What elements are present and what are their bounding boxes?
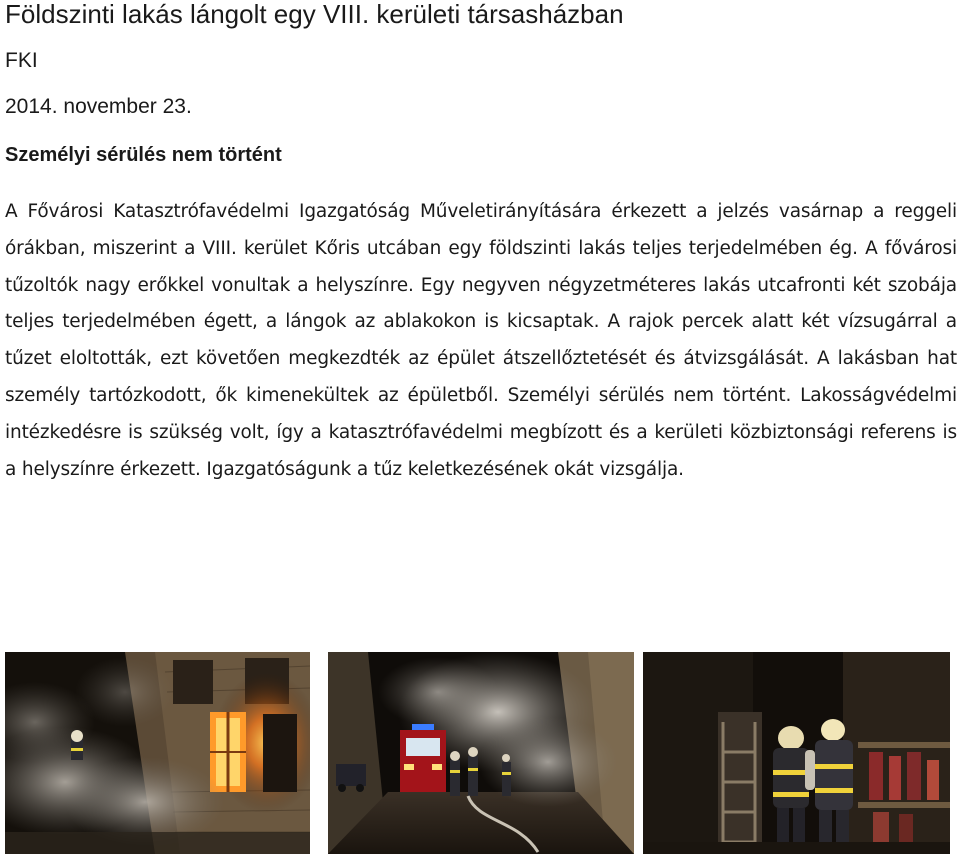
photo-burning-building[interactable] (5, 652, 310, 854)
photo-fire-trucks[interactable] (328, 652, 634, 854)
photo-firefighters-interior[interactable] (643, 652, 950, 854)
article-body: A Fővárosi Katasztrófavédelmi Igazgatóság Műveletirányítására érkezett a jelzés vasárnap a reggeli órákban, miszerint a VIII. kerület Kőris utcában egy földszinti lakás teljes terjedelmében ég. A fővárosi tűzoltók nagy erőkkel vonultak a helyszínre. Egy negyven négyzetméteres lakás utcafronti két szobája teljes terjedelmében égett, a lángok az ablakokon is kicsaptak. A rajok percek alatt két vízsugárral a tűzet eloltották, ezt követően megkezdték az épület átszellőztetését és átvizsgálását. A lakásban hat személy tartózkodott, ők kimenekültek az épületből. Személyi sérülés nem történt. Lakosságvédelmi intézkedésre is szükség volt, így a katasztrófavédelmi megbízott és a kerületi közbiztonsági referens is a helyszínre érkezett. Igazgatóságunk a tűz keletkezésének okát vizsgálja. (5, 201, 957, 480)
burning-building-illustration (5, 652, 310, 854)
fire-trucks-illustration (328, 652, 634, 854)
firefighters-interior-illustration (643, 652, 950, 854)
article-lead: Személyi sérülés nem történt (5, 144, 282, 166)
article-date: 2014. november 23. (5, 95, 192, 118)
photo-gallery (5, 652, 950, 854)
article-title: Földszinti lakás lángolt egy VIII. kerületi társasházban (5, 0, 624, 29)
article-author: FKI (5, 49, 38, 72)
